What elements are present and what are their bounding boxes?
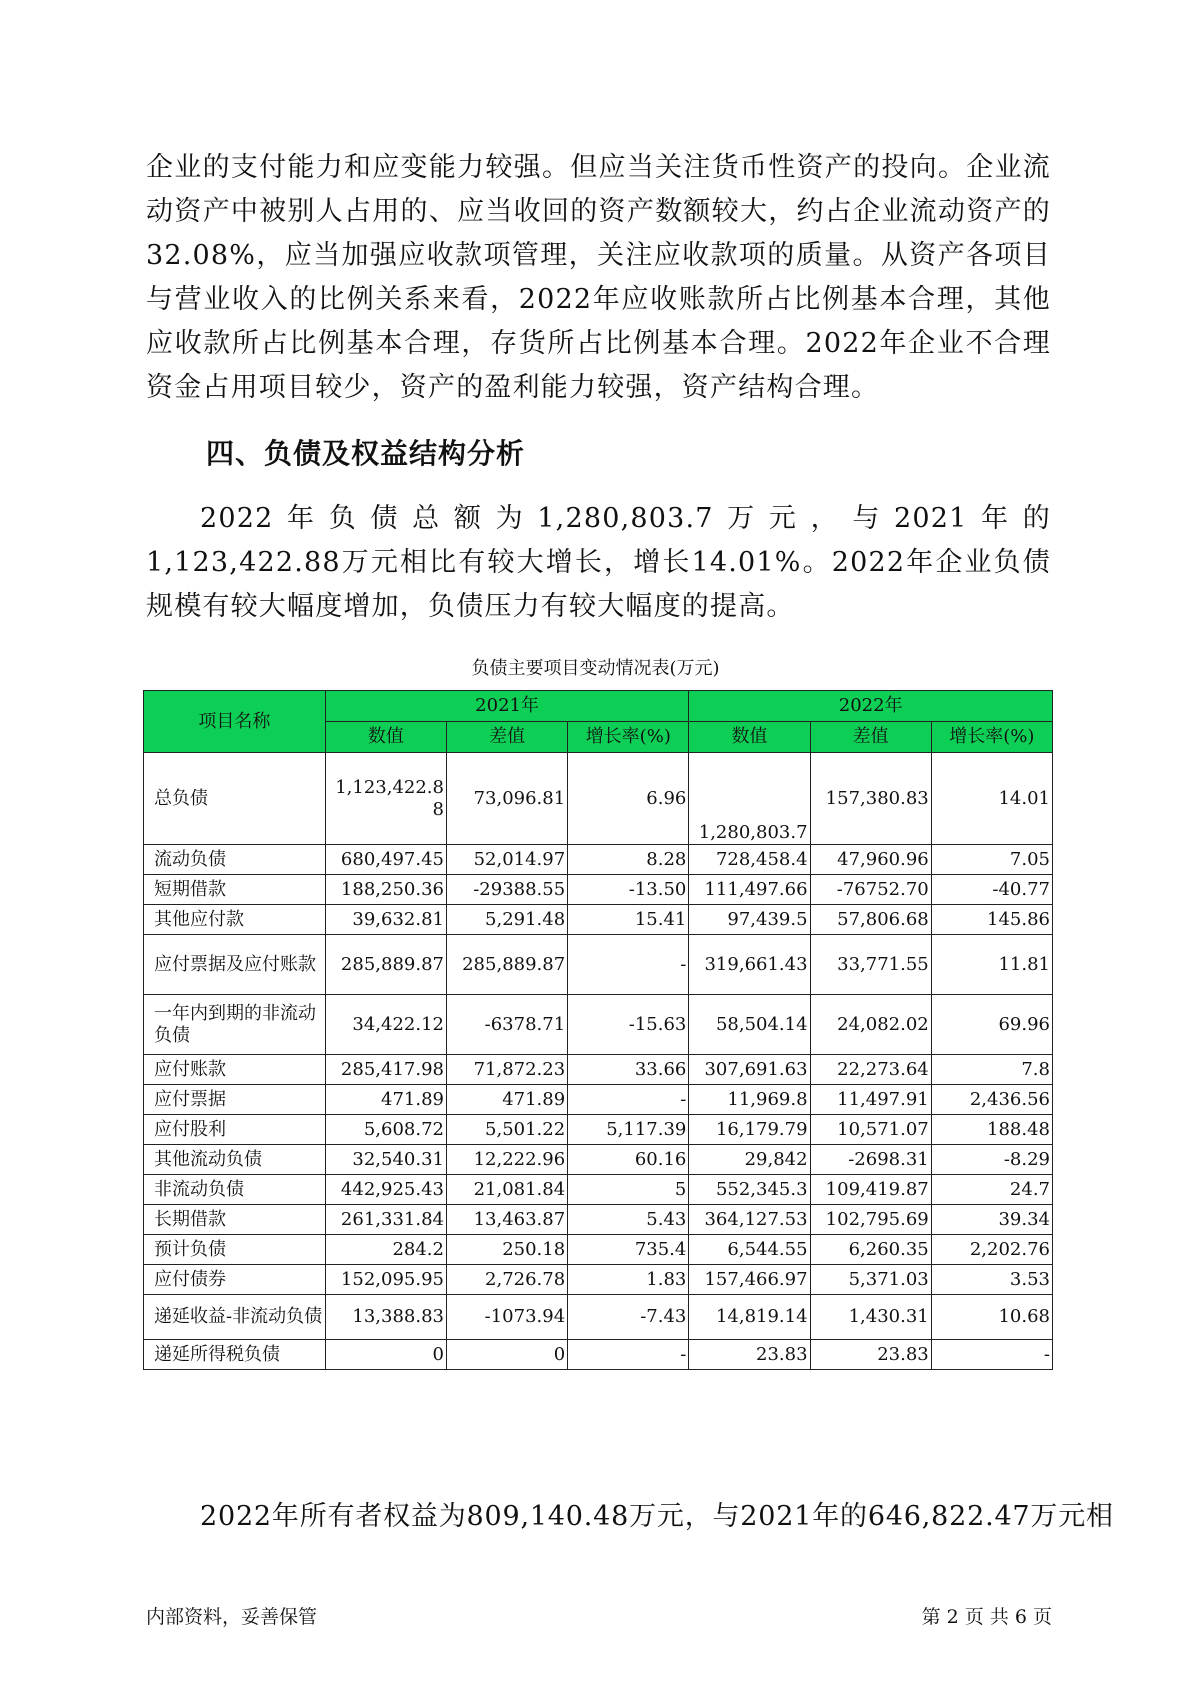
cell-growth-2022: 145.86 (931, 905, 1052, 935)
cell-value-2021: 285,889.87 (325, 935, 446, 995)
cell-growth-2022: 7.05 (931, 845, 1052, 875)
cell-diff-2021: -29388.55 (446, 875, 567, 905)
header-item-name: 项目名称 (144, 691, 326, 753)
cell-diff-2022: 24,082.02 (810, 995, 931, 1055)
cell-growth-2021: - (568, 1340, 689, 1370)
header-value-2022: 数值 (689, 722, 810, 753)
cell-diff-2021: -1073.94 (446, 1295, 567, 1340)
cell-growth-2022: 2,202.76 (931, 1235, 1052, 1265)
cell-value-2021: 680,497.45 (325, 845, 446, 875)
cell-growth-2021: 5.43 (568, 1205, 689, 1235)
cell-value-2022: 6,544.55 (689, 1235, 810, 1265)
cell-diff-2022: 109,419.87 (810, 1175, 931, 1205)
cell-growth-2022: -8.29 (931, 1145, 1052, 1175)
cell-growth-2021: -13.50 (568, 875, 689, 905)
liability-table (143, 690, 1053, 1370)
cell-diff-2022: 10,571.07 (810, 1115, 931, 1145)
cell-diff-2021: 73,096.81 (446, 753, 567, 845)
cell-diff-2021: 2,726.78 (446, 1265, 567, 1295)
cell-value-2022: 14,819.14 (689, 1295, 810, 1340)
cell-value-2021: 471.89 (325, 1085, 446, 1115)
cell-name: 预计负债 (144, 1235, 326, 1265)
cell-diff-2021: 52,014.97 (446, 845, 567, 875)
cell-diff-2021: 71,872.23 (446, 1055, 567, 1085)
table-body (144, 753, 1053, 1370)
cell-diff-2021: 5,291.48 (446, 905, 567, 935)
cell-growth-2021: 735.4 (568, 1235, 689, 1265)
table-caption: 负债主要项目变动情况表(万元) (471, 658, 720, 679)
table-row (144, 753, 1053, 845)
table-row (144, 1115, 1053, 1145)
cell-value-2021: 261,331.84 (325, 1205, 446, 1235)
cell-growth-2022: -40.77 (931, 875, 1052, 905)
cell-value-2022: 319,661.43 (689, 935, 810, 995)
table-row (144, 845, 1053, 875)
cell-diff-2022: 23.83 (810, 1340, 931, 1370)
cell-diff-2022: 1,430.31 (810, 1295, 931, 1340)
cell-diff-2022: 57,806.68 (810, 905, 931, 935)
cell-name: 应付股利 (144, 1115, 326, 1145)
cell-value-2022: 364,127.53 (689, 1205, 810, 1235)
cell-value-2022: 23.83 (689, 1340, 810, 1370)
cell-growth-2021: 8.28 (568, 845, 689, 875)
cell-name: 应付票据 (144, 1085, 326, 1115)
cell-value-2021: 188,250.36 (325, 875, 446, 905)
cell-value-2021: 0 (325, 1340, 446, 1370)
table-row (144, 1085, 1053, 1115)
table-row (144, 1205, 1053, 1235)
header-value-2021: 数值 (325, 722, 446, 753)
cell-name: 流动负债 (144, 845, 326, 875)
table-row (144, 1235, 1053, 1265)
cell-value-2022: 16,179.79 (689, 1115, 810, 1145)
cell-diff-2021: 471.89 (446, 1085, 567, 1115)
cell-growth-2021: 15.41 (568, 905, 689, 935)
header-year-2022: 2022年 (689, 691, 1053, 722)
cell-value-2022: 97,439.5 (689, 905, 810, 935)
cell-name: 应付债券 (144, 1265, 326, 1295)
cell-diff-2022: 5,371.03 (810, 1265, 931, 1295)
cell-value-2021: 152,095.95 (325, 1265, 446, 1295)
cell-growth-2021: 5,117.39 (568, 1115, 689, 1145)
cell-diff-2021: 250.18 (446, 1235, 567, 1265)
table-row (144, 1340, 1053, 1370)
cell-value-2022: 552,345.3 (689, 1175, 810, 1205)
cell-name: 短期借款 (144, 875, 326, 905)
cell-value-2021: 34,422.12 (325, 995, 446, 1055)
cell-growth-2021: 5 (568, 1175, 689, 1205)
cell-diff-2021: 285,889.87 (446, 935, 567, 995)
cell-diff-2022: 6,260.35 (810, 1235, 931, 1265)
cell-value-2022: 307,691.63 (689, 1055, 810, 1085)
cell-growth-2022: 7.8 (931, 1055, 1052, 1085)
cell-value-2021: 1,123,422.88 (325, 753, 446, 845)
cell-name: 其他应付款 (144, 905, 326, 935)
cell-diff-2022: -76752.70 (810, 875, 931, 905)
header-year-2021: 2021年 (325, 691, 689, 722)
footer-confidential: 内部资料，妥善保管 (146, 1606, 318, 1628)
cell-growth-2022: 3.53 (931, 1265, 1052, 1295)
cell-name: 递延所得税负债 (144, 1340, 326, 1370)
cell-diff-2022: 11,497.91 (810, 1085, 931, 1115)
table-row (144, 1265, 1053, 1295)
table-row (144, 1055, 1053, 1085)
table-row (144, 995, 1053, 1055)
table-row (144, 1295, 1053, 1340)
cell-value-2021: 32,540.31 (325, 1145, 446, 1175)
cell-growth-2022: 10.68 (931, 1295, 1052, 1340)
table-row (144, 1145, 1053, 1175)
cell-value-2022: 11,969.8 (689, 1085, 810, 1115)
cell-growth-2022: 24.7 (931, 1175, 1052, 1205)
header-growth-2021: 增长率(%) (568, 722, 689, 753)
cell-growth-2021: 6.96 (568, 753, 689, 845)
cell-growth-2022: 14.01 (931, 753, 1052, 845)
cell-growth-2021: -15.63 (568, 995, 689, 1055)
cell-growth-2022: 39.34 (931, 1205, 1052, 1235)
cell-growth-2021: - (568, 935, 689, 995)
cell-diff-2021: 5,501.22 (446, 1115, 567, 1145)
cell-name: 总负债 (144, 753, 326, 845)
cell-value-2022: 111,497.66 (689, 875, 810, 905)
cell-diff-2022: 47,960.96 (810, 845, 931, 875)
cell-value-2021: 39,632.81 (325, 905, 446, 935)
cell-diff-2021: 12,222.96 (446, 1145, 567, 1175)
table-row (144, 875, 1053, 905)
cell-value-2022: 728,458.4 (689, 845, 810, 875)
cell-diff-2021: 21,081.84 (446, 1175, 567, 1205)
cell-value-2022: 29,842 (689, 1145, 810, 1175)
cell-value-2022: 58,504.14 (689, 995, 810, 1055)
cell-name: 一年内到期的非流动负债 (144, 995, 326, 1055)
cell-value-2021: 442,925.43 (325, 1175, 446, 1205)
cell-name: 应付票据及应付账款 (144, 935, 326, 995)
cell-diff-2022: 102,795.69 (810, 1205, 931, 1235)
cell-diff-2021: -6378.71 (446, 995, 567, 1055)
cell-growth-2021: 1.83 (568, 1265, 689, 1295)
table-row (144, 935, 1053, 995)
cell-value-2021: 13,388.83 (325, 1295, 446, 1340)
cell-diff-2022: 157,380.83 (810, 753, 931, 845)
table-row (144, 905, 1053, 935)
paragraph-liability-summary: 2022年负债总额为1,280,803.7万元，与2021年的1,123,422.88万元相比有较大增长，增长14.01%。2022年企业负债规模有较大幅度增加，负债压力有较大幅度的提高。 (146, 503, 1051, 622)
cell-value-2022: 157,466.97 (689, 1265, 810, 1295)
cell-value-2021: 5,608.72 (325, 1115, 446, 1145)
cell-diff-2021: 0 (446, 1340, 567, 1370)
table-row (144, 1175, 1053, 1205)
cell-value-2021: 284.2 (325, 1235, 446, 1265)
cell-growth-2022: 69.96 (931, 995, 1052, 1055)
cell-name: 递延收益-非流动负债 (144, 1295, 326, 1340)
cell-name: 其他流动负债 (144, 1145, 326, 1175)
cell-value-2022: 1,280,803.7 (689, 753, 810, 845)
cell-diff-2022: 33,771.55 (810, 935, 931, 995)
cell-growth-2021: 33.66 (568, 1055, 689, 1085)
cell-name: 非流动负债 (144, 1175, 326, 1205)
cell-diff-2022: -2698.31 (810, 1145, 931, 1175)
cell-growth-2022: 188.48 (931, 1115, 1052, 1145)
cell-name: 长期借款 (144, 1205, 326, 1235)
header-diff-2022: 差值 (810, 722, 931, 753)
header-growth-2022: 增长率(%) (931, 722, 1052, 753)
footer-page-number: 第 2 页 共 6 页 (921, 1606, 1052, 1628)
cell-growth-2021: - (568, 1085, 689, 1115)
cell-name: 应付账款 (144, 1055, 326, 1085)
section-heading: 四、负债及权益结构分析 (206, 437, 526, 470)
cell-growth-2021: 60.16 (568, 1145, 689, 1175)
header-diff-2021: 差值 (446, 722, 567, 753)
paragraph-asset-analysis: 企业的支付能力和应变能力较强。但应当关注货币性资产的投向。企业流动资产中被别人占用的、应当收回的资产数额较大，约占企业流动资产的32.08%，应当加强应收款项管理，关注应收款项的质量。从资产各项目与营业收入的比例关系来看，2022年应收账款所占比例基本合理，其他应收款所占比例基本合理，存货所占比例基本合理。2022年企业不合理资金占用项目较少，资产的盈利能力较强，资产结构合理。 (146, 152, 1051, 403)
paragraph-equity: 2022年所有者权益为809,140.48万元，与2021年的646,822.47万元相 (200, 1501, 1114, 1532)
cell-growth-2022: - (931, 1340, 1052, 1370)
cell-growth-2022: 11.81 (931, 935, 1052, 995)
cell-diff-2022: 22,273.64 (810, 1055, 931, 1085)
cell-value-2021: 285,417.98 (325, 1055, 446, 1085)
cell-growth-2022: 2,436.56 (931, 1085, 1052, 1115)
cell-growth-2021: -7.43 (568, 1295, 689, 1340)
cell-diff-2021: 13,463.87 (446, 1205, 567, 1235)
